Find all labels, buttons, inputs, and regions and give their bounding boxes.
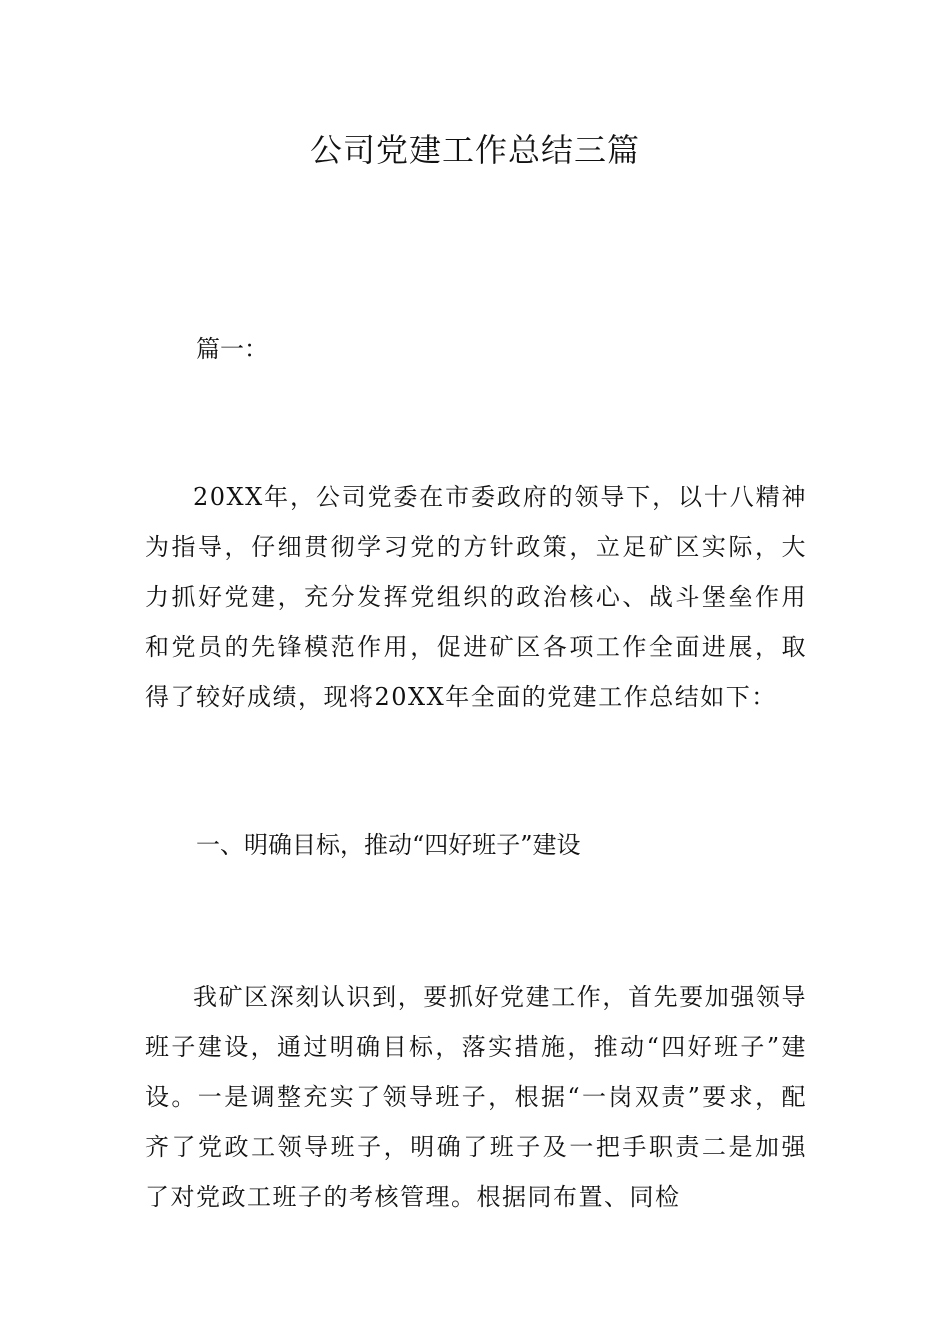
section-heading: 一、明确目标，推动“四好班子”建设	[196, 831, 581, 859]
document-title: 公司党建工作总结三篇	[309, 131, 640, 169]
paragraph-body: 我矿区深刻认识到，要抓好党建工作，首先要加强领导班子建设，通过明确目标，落实措施，推动“四好班子”建设。一是调整充实了领导班子，根据“一岗双责”要求，配齐了党政工领导班子，明确了班子及一把手职责二是加强了对党政工班子的考核管理。根据同布置、同检	[145, 983, 807, 1211]
part-label: 篇一：	[196, 335, 268, 363]
paragraph-intro: 20XX年，公司党委在市委政府的领导下，以十八精神为指导，仔细贯彻学习党的方针政策，立足矿区实际，大力抓好党建，充分发挥党组织的政治核心、战斗堡垒作用和党员的先锋模范作用，促进矿区各项工作全面进展，取得了较好成绩，现将20XX年全面的党建工作总结如下：	[145, 483, 807, 711]
